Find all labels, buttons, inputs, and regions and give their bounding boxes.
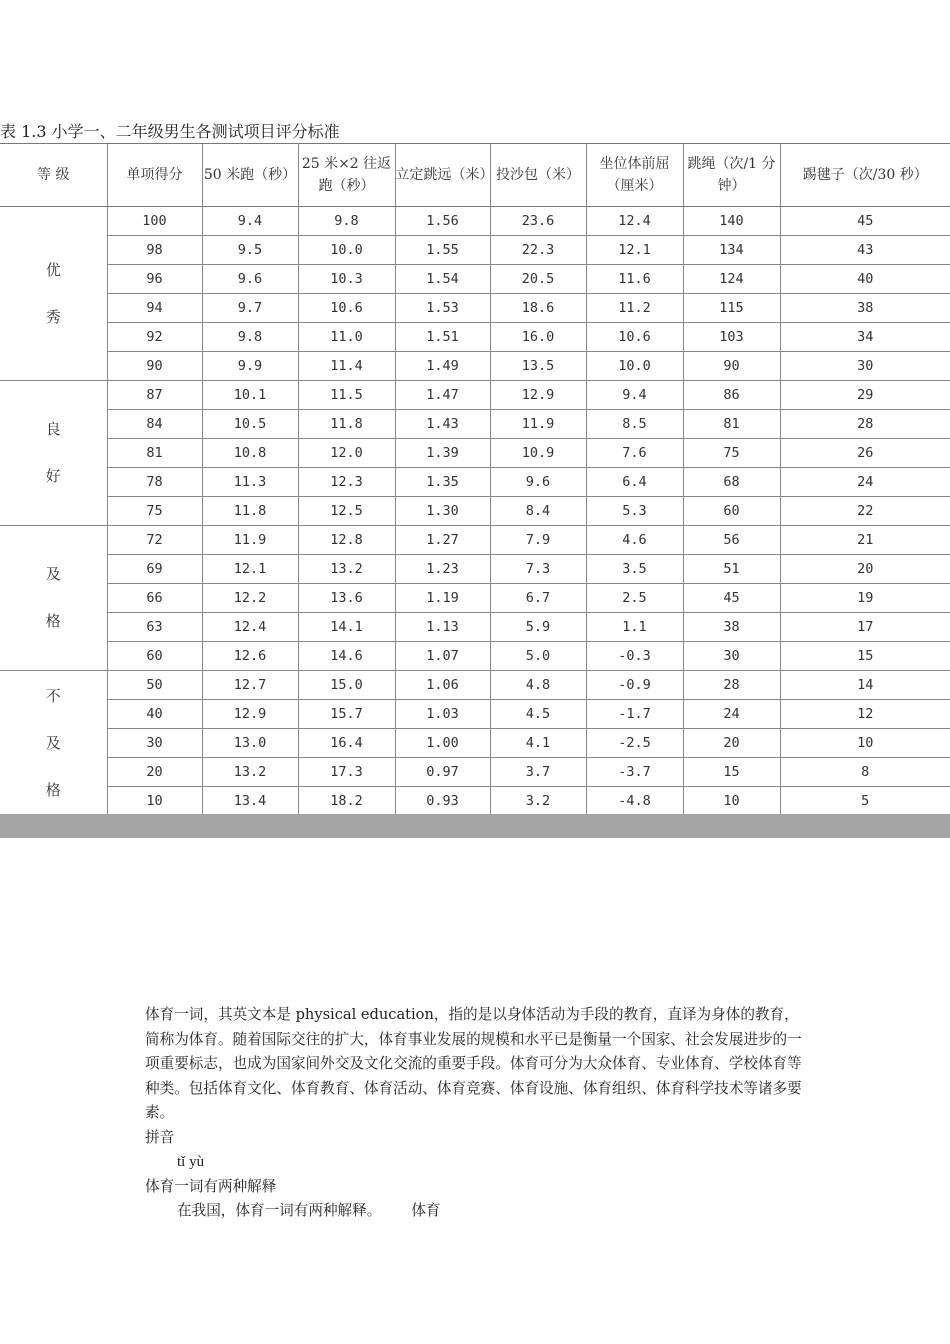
table-cell: 81: [107, 439, 202, 468]
table-cell: 11.9: [490, 410, 586, 439]
table-cell: 92: [107, 323, 202, 352]
table-cell: 1.53: [395, 294, 490, 323]
table-cell: 1.03: [395, 700, 490, 729]
table-cell: 140: [683, 207, 780, 236]
table-row: [0, 352, 950, 381]
table-cell: 10: [780, 729, 950, 758]
table-row: [0, 236, 950, 265]
table-cell: 1.27: [395, 526, 490, 555]
table-cell: 9.8: [298, 207, 395, 236]
table-cell: 63: [107, 613, 202, 642]
table-cell: 12.9: [490, 381, 586, 410]
table-cell: 12.4: [586, 207, 683, 236]
table-cell: 4.8: [490, 671, 586, 700]
table-cell: 7.6: [586, 439, 683, 468]
table-cell: 9.8: [202, 323, 298, 352]
table-cell: 9.4: [586, 381, 683, 410]
table-cell: 75: [107, 497, 202, 526]
table-cell: 10: [683, 787, 780, 816]
table-cell: 81: [683, 410, 780, 439]
grade-label: 良 好: [0, 381, 107, 526]
table-cell: 60: [683, 497, 780, 526]
table-cell: 30: [780, 352, 950, 381]
table-cell: 23.6: [490, 207, 586, 236]
table-cell: 1.19: [395, 584, 490, 613]
explain-line-a: 在我国，体育一词有两种解释。: [177, 1202, 382, 1219]
table-cell: 16.4: [298, 729, 395, 758]
table-cell: 66: [107, 584, 202, 613]
table-row: [0, 584, 950, 613]
table-row: [0, 468, 950, 497]
table-cell: 15.7: [298, 700, 395, 729]
table-cell: 1.55: [395, 236, 490, 265]
table-cell: 72: [107, 526, 202, 555]
table-cell: 20: [107, 758, 202, 787]
grade-label: 优 秀: [0, 207, 107, 381]
table-cell: 9.6: [490, 468, 586, 497]
table-cell: 90: [683, 352, 780, 381]
table-row: [0, 294, 950, 323]
table-cell: 50: [107, 671, 202, 700]
table-cell: 0.97: [395, 758, 490, 787]
table-cell: 12.0: [298, 439, 395, 468]
table-cell: 134: [683, 236, 780, 265]
table-cell: 28: [683, 671, 780, 700]
intro-paragraph: 体育一词，其英文本是 physical education，指的是以身体活动为手段的教育，直译为身体的教育，简称为体育。随着国际交往的扩大，体育事业发展的规模和水平已是衡量一个国家、社会发展进步的一项重要标志，也成为国家间外交及文化交流的重要手段。体育可分为大众体育、专业体育、学校体育等种类。包括体育文化、体育教育、体育活动、体育竞赛、体育设施、体育组织、体育科学技术等诸多要素。: [145, 1006, 802, 1121]
table-cell: 12.4: [202, 613, 298, 642]
table-cell: 43: [780, 236, 950, 265]
table-cell: 11.8: [298, 410, 395, 439]
table-cell: 11.5: [298, 381, 395, 410]
table-cell: 86: [683, 381, 780, 410]
table-cell: 5: [780, 787, 950, 816]
column-header: 投沙包（米）: [490, 144, 586, 207]
table-cell: 12.7: [202, 671, 298, 700]
table-row: [0, 642, 950, 671]
table-cell: 1.06: [395, 671, 490, 700]
table-cell: 10.5: [202, 410, 298, 439]
table-cell: 12.6: [202, 642, 298, 671]
table-cell: 10.9: [490, 439, 586, 468]
table-cell: -2.5: [586, 729, 683, 758]
table-row: [0, 265, 950, 294]
table-cell: 12.3: [298, 468, 395, 497]
table-cell: 60: [107, 642, 202, 671]
pinyin-heading: 拼音: [145, 1128, 175, 1146]
body-text: [145, 1003, 810, 1224]
column-header: 等 级: [0, 144, 107, 207]
explain-line: [145, 1199, 810, 1224]
table-cell: 45: [780, 207, 950, 236]
table-cell: 15: [780, 642, 950, 671]
table-cell: 90: [107, 352, 202, 381]
table-cell: 6.7: [490, 584, 586, 613]
table-cell: 17.3: [298, 758, 395, 787]
table-cell: 8.5: [586, 410, 683, 439]
table-cell: 14.6: [298, 642, 395, 671]
table-cell: 24: [683, 700, 780, 729]
table-cell: 1.54: [395, 265, 490, 294]
table-cell: 5.9: [490, 613, 586, 642]
column-header: 25 米×2 往返跑（秒）: [298, 144, 395, 207]
table-cell: 11.2: [586, 294, 683, 323]
table-cell: -1.7: [586, 700, 683, 729]
table-cell: 12.5: [298, 497, 395, 526]
table-cell: 4.6: [586, 526, 683, 555]
scoring-table: [0, 143, 950, 816]
table-cell: 12.1: [586, 236, 683, 265]
table-cell: 10.0: [298, 236, 395, 265]
table-cell: 3.7: [490, 758, 586, 787]
table-cell: 3.2: [490, 787, 586, 816]
table-cell: 8.4: [490, 497, 586, 526]
table-row: [0, 439, 950, 468]
table-cell: 78: [107, 468, 202, 497]
table-cell: 19: [780, 584, 950, 613]
table-cell: 4.1: [490, 729, 586, 758]
table-row: [0, 671, 950, 700]
table-cell: 5.3: [586, 497, 683, 526]
table-row: [0, 381, 950, 410]
table-row: [0, 410, 950, 439]
table-cell: 51: [683, 555, 780, 584]
table-cell: 5.0: [490, 642, 586, 671]
table-cell: 10.6: [298, 294, 395, 323]
table-cell: 100: [107, 207, 202, 236]
table-cell: 20: [780, 555, 950, 584]
table-cell: 0.93: [395, 787, 490, 816]
table-cell: 7.9: [490, 526, 586, 555]
table-row: [0, 323, 950, 352]
table-cell: 24: [780, 468, 950, 497]
column-header: 单项得分: [107, 144, 202, 207]
column-header: 跳绳（次/1 分钟）: [683, 144, 780, 207]
table-cell: -3.7: [586, 758, 683, 787]
table-cell: 75: [683, 439, 780, 468]
table-cell: 1.07: [395, 642, 490, 671]
table-cell: 40: [107, 700, 202, 729]
table-cell: 1.39: [395, 439, 490, 468]
table-caption: 表 1.3 小学一、二年级男生各测试项目评分标准: [0, 122, 340, 141]
pinyin-text: tǐ yù: [177, 1154, 205, 1170]
explain-heading: 体育一词有两种解释: [145, 1177, 277, 1195]
table-cell: 20.5: [490, 265, 586, 294]
table-cell: 84: [107, 410, 202, 439]
table-cell: 4.5: [490, 700, 586, 729]
column-header: 50 米跑（秒）: [202, 144, 298, 207]
table-cell: 12.9: [202, 700, 298, 729]
column-header: 立定跳远（米）: [395, 144, 490, 207]
table-cell: 10.0: [586, 352, 683, 381]
table-cell: 13.4: [202, 787, 298, 816]
table-cell: 1.13: [395, 613, 490, 642]
table-cell: 16.0: [490, 323, 586, 352]
table-cell: 38: [683, 613, 780, 642]
table-cell: 18.2: [298, 787, 395, 816]
table-cell: 10.8: [202, 439, 298, 468]
table-cell: 28: [780, 410, 950, 439]
table-cell: 38: [780, 294, 950, 323]
table-cell: 103: [683, 323, 780, 352]
table-cell: 11.4: [298, 352, 395, 381]
table-cell: 9.9: [202, 352, 298, 381]
table-cell: 1.00: [395, 729, 490, 758]
explain-line-b: 体育: [411, 1202, 441, 1219]
table-cell: 11.3: [202, 468, 298, 497]
table-cell: 68: [683, 468, 780, 497]
table-row: [0, 526, 950, 555]
table-cell: 1.49: [395, 352, 490, 381]
table-cell: -0.9: [586, 671, 683, 700]
table-row: [0, 613, 950, 642]
table-cell: 30: [107, 729, 202, 758]
grade-label: 及 格: [0, 526, 107, 671]
column-header: 坐位体前屈（厘米）: [586, 144, 683, 207]
table-cell: 12.1: [202, 555, 298, 584]
table-cell: 1.35: [395, 468, 490, 497]
table-row: [0, 555, 950, 584]
table-cell: 12.2: [202, 584, 298, 613]
table-cell: 13.0: [202, 729, 298, 758]
table-cell: 3.5: [586, 555, 683, 584]
table-row: [0, 729, 950, 758]
table-row: [0, 700, 950, 729]
table-cell: 1.51: [395, 323, 490, 352]
table-cell: 13.5: [490, 352, 586, 381]
table-cell: 13.2: [202, 758, 298, 787]
table-cell: 30: [683, 642, 780, 671]
table-cell: 56: [683, 526, 780, 555]
table-cell: -0.3: [586, 642, 683, 671]
table-cell: 40: [780, 265, 950, 294]
table-cell: 13.6: [298, 584, 395, 613]
table-cell: 7.3: [490, 555, 586, 584]
table-cell: 124: [683, 265, 780, 294]
table-cell: 22: [780, 497, 950, 526]
table-cell: 11.0: [298, 323, 395, 352]
table-cell: 22.3: [490, 236, 586, 265]
table-header-row: [0, 144, 950, 207]
table-cell: 9.7: [202, 294, 298, 323]
table-cell: 17: [780, 613, 950, 642]
table-cell: 34: [780, 323, 950, 352]
table-cell: 12: [780, 700, 950, 729]
table-cell: 87: [107, 381, 202, 410]
table-row: [0, 497, 950, 526]
table-cell: 98: [107, 236, 202, 265]
table-cell: 21: [780, 526, 950, 555]
table-cell: 13.2: [298, 555, 395, 584]
table-cell: 10: [107, 787, 202, 816]
table-cell: 10.6: [586, 323, 683, 352]
table-cell: 96: [107, 265, 202, 294]
table-row: [0, 207, 950, 236]
table-cell: 15.0: [298, 671, 395, 700]
table-cell: 45: [683, 584, 780, 613]
table-cell: 15: [683, 758, 780, 787]
table-row: [0, 787, 950, 816]
table-cell: 1.56: [395, 207, 490, 236]
table-cell: 1.43: [395, 410, 490, 439]
table-cell: 94: [107, 294, 202, 323]
table-cell: 18.6: [490, 294, 586, 323]
table-cell: 9.5: [202, 236, 298, 265]
table-cell: 10.3: [298, 265, 395, 294]
table-cell: 69: [107, 555, 202, 584]
table-cell: -4.8: [586, 787, 683, 816]
divider-band: [0, 814, 950, 838]
column-header: 踢毽子（次/30 秒）: [780, 144, 950, 207]
table-cell: 14.1: [298, 613, 395, 642]
table-cell: 9.4: [202, 207, 298, 236]
table-cell: 11.8: [202, 497, 298, 526]
table-cell: 14: [780, 671, 950, 700]
table-cell: 1.47: [395, 381, 490, 410]
table-cell: 1.23: [395, 555, 490, 584]
table-row: [0, 758, 950, 787]
table-cell: 29: [780, 381, 950, 410]
table-cell: 11.6: [586, 265, 683, 294]
table-cell: 8: [780, 758, 950, 787]
grade-label: 不 及 格: [0, 671, 107, 816]
table-cell: 9.6: [202, 265, 298, 294]
table-cell: 6.4: [586, 468, 683, 497]
table-cell: 1.30: [395, 497, 490, 526]
table-cell: 12.8: [298, 526, 395, 555]
table-cell: 10.1: [202, 381, 298, 410]
table-cell: 1.1: [586, 613, 683, 642]
table-cell: 20: [683, 729, 780, 758]
table-cell: 2.5: [586, 584, 683, 613]
table-cell: 115: [683, 294, 780, 323]
table-cell: 11.9: [202, 526, 298, 555]
table-cell: 26: [780, 439, 950, 468]
